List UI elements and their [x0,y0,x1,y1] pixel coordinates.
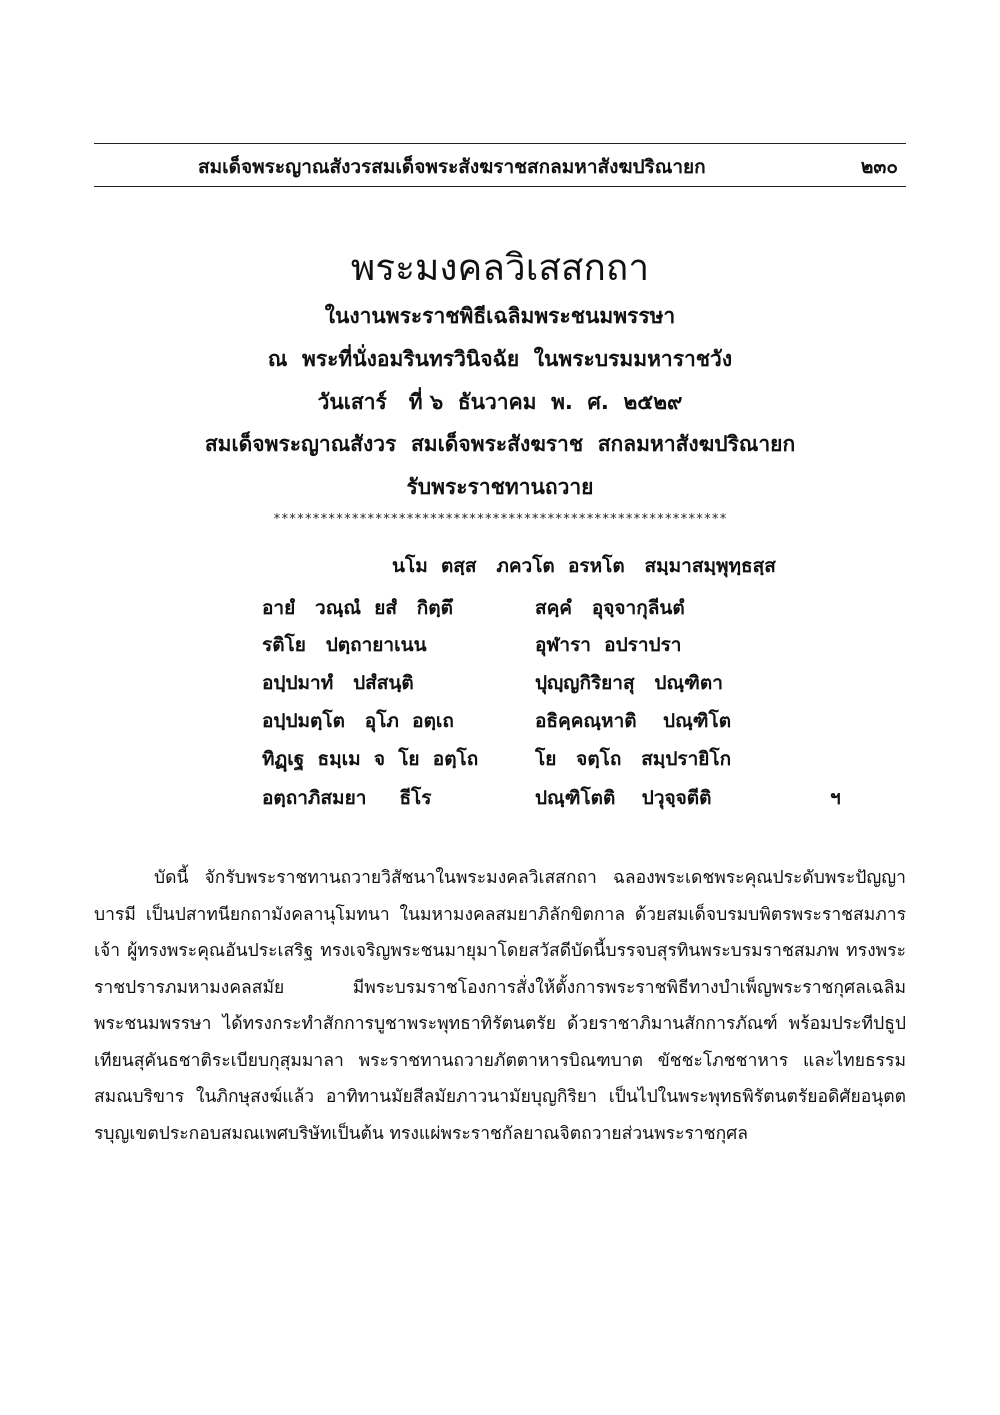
verse-left: อตฺถาภิสมยา ธีโร [262,787,432,809]
header-rule-top [94,143,906,144]
subtitle-ceremony: ในงานพระราชพิธีเฉลิมพระชนมพรรษา [324,304,676,328]
verse-left: รติโย ปตฺถายาเนน [262,634,427,656]
verse-right: สคฺคํ อุจฺจากุลีนตํ [535,597,685,619]
subtitle-date: วันเสาร์ ที่ ๖ ธันวาคม พ. ศ. ๒๕๒๙ [317,390,683,414]
namo-line: นโม ตสฺส ภควโต อรหโต สมฺมาสมฺพุทฺธสฺส [392,555,776,577]
verse-left: อายํ วณฺณํ ยสํ กิตฺตึ [262,597,453,619]
verse-right: ปณฺฑิโตติ ปวุจฺจตีติ [535,787,712,809]
body-paragraph: บัดนี้ จักรับพระราชทานถวายวิสัชนาในพระมงคลวิเสสกถา ฉลองพระเดชพระคุณประดับพระปัญญาบารมี เป็นปสาทนียกถามังคลานุโมทนา ในมหามงคลสมยาภิลักขิตกาล ด้วยสมเด็จบรมบพิตรพระราชสมภารเจ้า ผู้ทรงพระคุณอันประเสริฐ ทรงเจริญพระชนมายุมาโดยสวัสดีบัดนี้บรรจบสุรทินพระบรมราชสมภพ ทรงพระราชปรารภมหามงคลสมัย มีพระบรมราชโองการสั่งให้ตั้งการพระราชพิธีทางบำเพ็ญพระราชกุศลเฉลิมพระชนมพรรษา ได้ทรงกระทำสักการบูชาพระพุทธาทิรัตนตรัย ด้วยราชาภิมานสักการภัณฑ์ พร้อมประทีปธูปเทียนสุคันธชาติระเบียบกุสุมมาลา พระราชทานถวายภัตตาหารบิณฑบาต ขัชชะโภชชาหาร และไทยธรรมสมณบริขาร ในภิกษุสงฆ์แล้ว อาทิทานมัยสีลมัยภาวนามัยบุญกิริยา เป็นไปในพระพุทธพิรัตนตรัยอดิศัยอนุตตรบุญเขตประกอบสมณเพศบริษัทเป็นต้น ทรงแผ่พระราชกัลยาณจิตถวายส่วนพระราชกุศล [94,868,906,1144]
page-title: พระมงคลวิเสสกถา [350,246,650,289]
verse-left: ทิฏฺเฐ ธมฺเม จ โย อตฺโถ [262,748,479,770]
verse-left: อปฺปมาทํ ปสํสนฺติ [262,672,414,694]
verse-right: อธิคฺคณฺหาติ ปณฺฑิโต [535,710,732,732]
verse-left: อปฺปมตฺโต อุโภ อตฺเถ [262,710,454,732]
separator: ********************************************************** [273,512,727,527]
running-head-title: สมเด็จพระญาณสังวรสมเด็จพระสังฆราชสกลมหาสังฆปริณายก [198,156,706,178]
subtitle-receiving: รับพระราชทานถวาย [406,475,594,499]
body-text [94,860,906,1152]
verse-right: อุฬารา อปราปรา [535,634,682,656]
subtitle-venue: ณ พระที่นั่งอมรินทรวินิจฉัย ในพระบรมมหาราชวัง [267,347,733,371]
page-number: ๒๓๐ [860,156,898,178]
verse-end-mark: ฯ [830,787,841,809]
header-rule-bottom [94,186,906,187]
subtitle-author: สมเด็จพระญาณสังวร สมเด็จพระสังฆราช สกลมหาสังฆปริณายก [204,432,796,456]
verse-right: โย จตฺโถ สมฺปรายิโก [535,748,732,770]
verse-right: ปุญฺญกิริยาสุ ปณฺฑิตา [535,672,723,694]
running-head [94,148,906,182]
